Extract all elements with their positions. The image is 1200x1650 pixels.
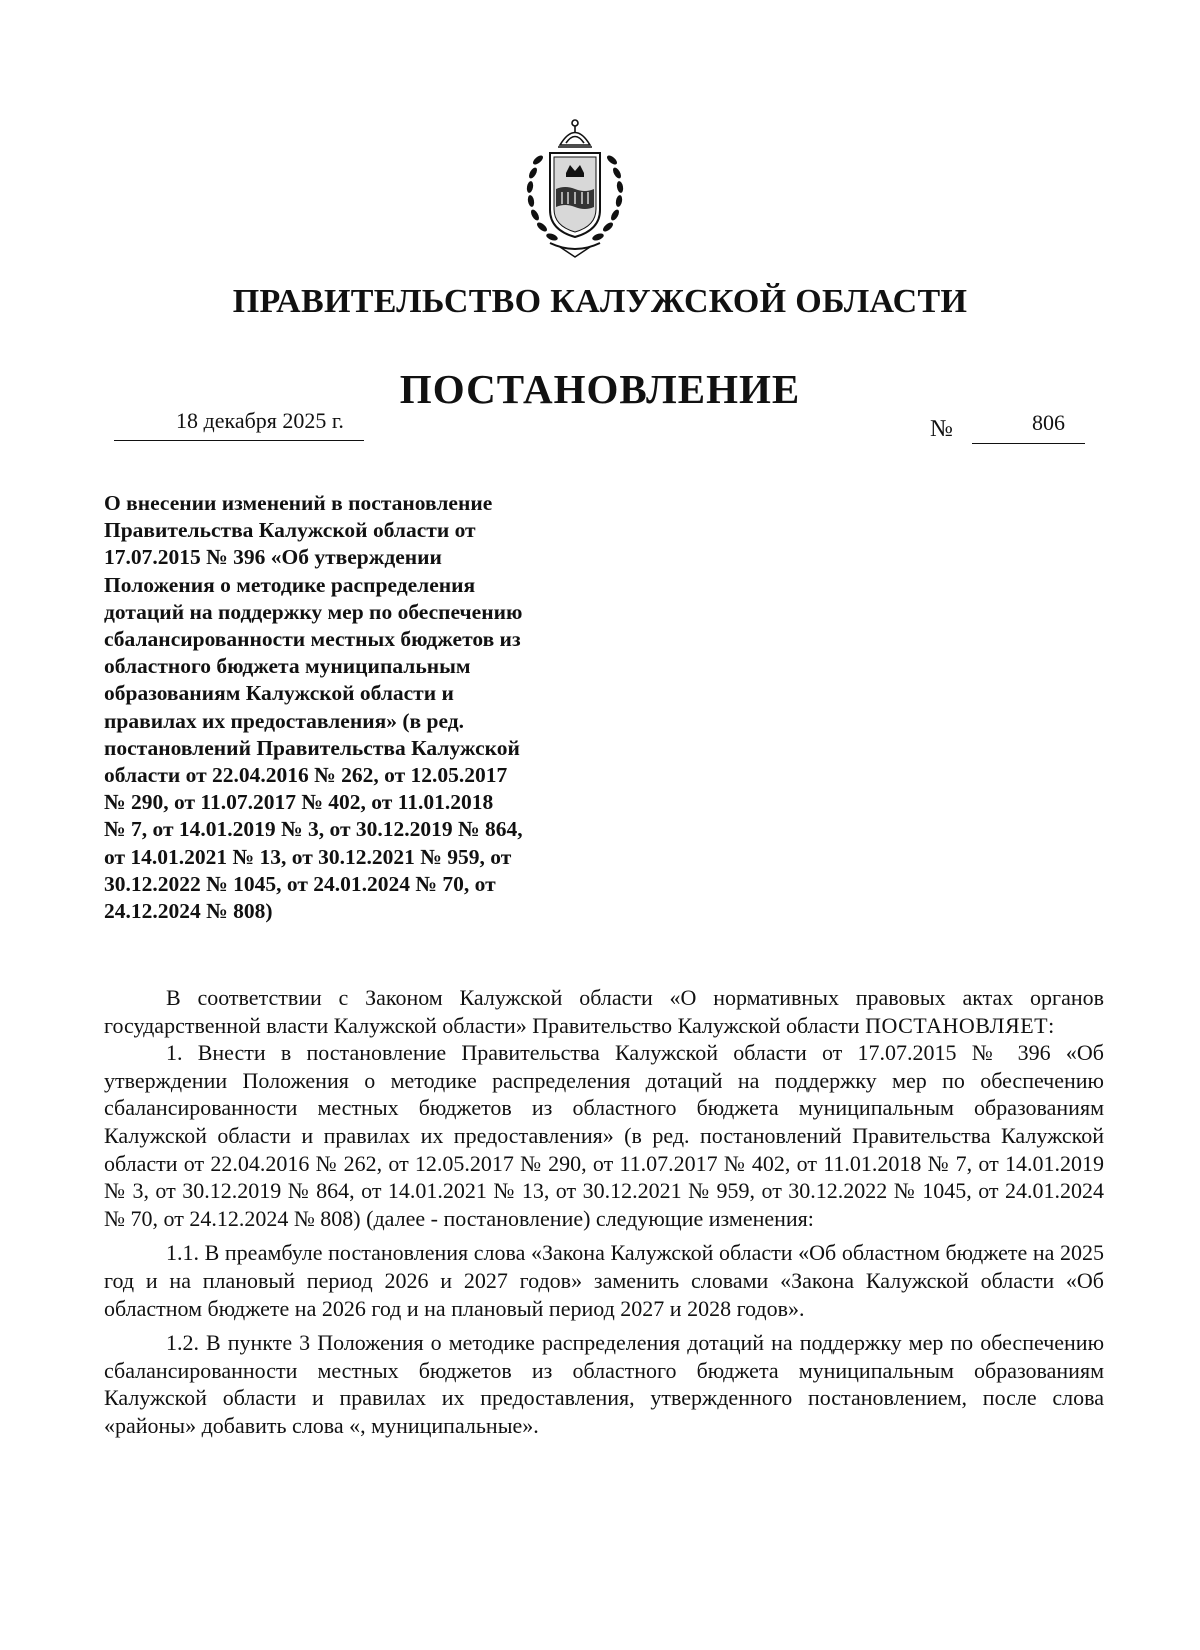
subject-line: правилах их предоставления» (в ред. <box>104 708 464 733</box>
kaluga-coat-of-arms-icon <box>520 115 630 260</box>
subject-line: № 7, от 14.01.2019 № 3, от 30.12.2019 № 864, <box>104 817 523 842</box>
subject-line: дотаций на поддержку мер по обеспечению <box>104 599 523 624</box>
clause-1-2: 1.2. В пункте 3 Положения о методике распределения дотаций на поддержку мер по обеспечению сбалансированности местных бюджетов из областного бюджета муниципальным образованиям Калужской области и правилах их предоставления, утвержденного постановлением, после слова «районы» добавить слова «, муниципальные». <box>104 1330 1104 1438</box>
preamble-paragraph <box>104 984 1104 1039</box>
number-sign: № <box>930 416 953 442</box>
subject-line: постановлений Правительства Калужской <box>104 735 520 760</box>
document-subject <box>104 490 620 925</box>
subject-line: О внесении изменений в постановление <box>104 491 493 515</box>
document-date <box>114 402 364 442</box>
subject-line: Правительства Калужской области от <box>104 518 476 543</box>
document-date-text: 18 декабря 2025 г. <box>176 408 344 433</box>
document-number <box>930 404 1085 444</box>
subject-line: 30.12.2022 № 1045, от 24.01.2024 № 70, от <box>104 871 496 896</box>
subject-line: № 290, от 11.07.2017 № 402, от 11.01.2018 <box>104 790 494 815</box>
number-value: 806 <box>1032 410 1065 435</box>
subject-line: Положения о методике распределения <box>104 572 476 597</box>
subject-line: областного бюджета муниципальным <box>104 654 471 679</box>
subject-line: 24.12.2024 № 808) <box>104 899 273 924</box>
document-body <box>104 984 1104 1447</box>
document-type-title: ПОСТАНОВЛЕНИЕ <box>399 366 801 412</box>
clause-1-1: 1.1. В преамбуле постановления слова «Закона Калужской области «Об областном бюджете на 2025 год и на плановый период 2026 и 2027 годов» заменить словами «Закона Калужской области «Об областном бюджете на 2026 год и на плановый период 2027 и 2028 годов». <box>104 1240 1104 1321</box>
preamble-text: В соответствии с Законом Калужской области «О нормативных правовых актах органов государственной власти Калужской области» Правительство Калужской области <box>104 985 1104 1038</box>
date-underline <box>114 440 364 441</box>
clause-1: 1. Внести в постановление Правительства Калужской области от 17.07.2015 № 396 «Об утверждении Положения о методике распределения дотаций на поддержку мер по обеспечению сбалансированности местных бюджетов из областного бюджета муниципальным образованиям Калужской области и правилах их предоставления» (в ред. постановлений Правительства Калужской области от 22.04.2016 № 262, от 12.05.2017 № 290, от 11.07.2017 № 402, от 11.01.2018 № 7, от 14.01.2019 № 3, от 30.12.2019 № 864, от 14.01.2021 № 13, от 30.12.2021 № 959, от 30.12.2022 № 1045, от 24.01.2024 № 70, от 24.12.2024 № 808) (далее - постановление) следующие изменения: <box>104 1040 1104 1231</box>
subject-line: области от 22.04.2016 № 262, от 12.05.2017 <box>104 763 508 788</box>
government-title: ПРАВИТЕЛЬСТВО КАЛУЖСКОЙ ОБЛАСТИ <box>232 283 968 320</box>
subject-line: образованиям Калужской области и <box>104 681 454 706</box>
decree-word: ПОСТАНОВЛЯЕТ: <box>865 1012 1055 1038</box>
subject-line: от 14.01.2021 № 13, от 30.12.2021 № 959, от <box>104 844 512 869</box>
number-underline <box>972 443 1085 444</box>
subject-line: сбалансированности местных бюджетов из <box>104 627 521 652</box>
subject-line: 17.07.2015 № 396 «Об утверждении <box>104 545 442 570</box>
